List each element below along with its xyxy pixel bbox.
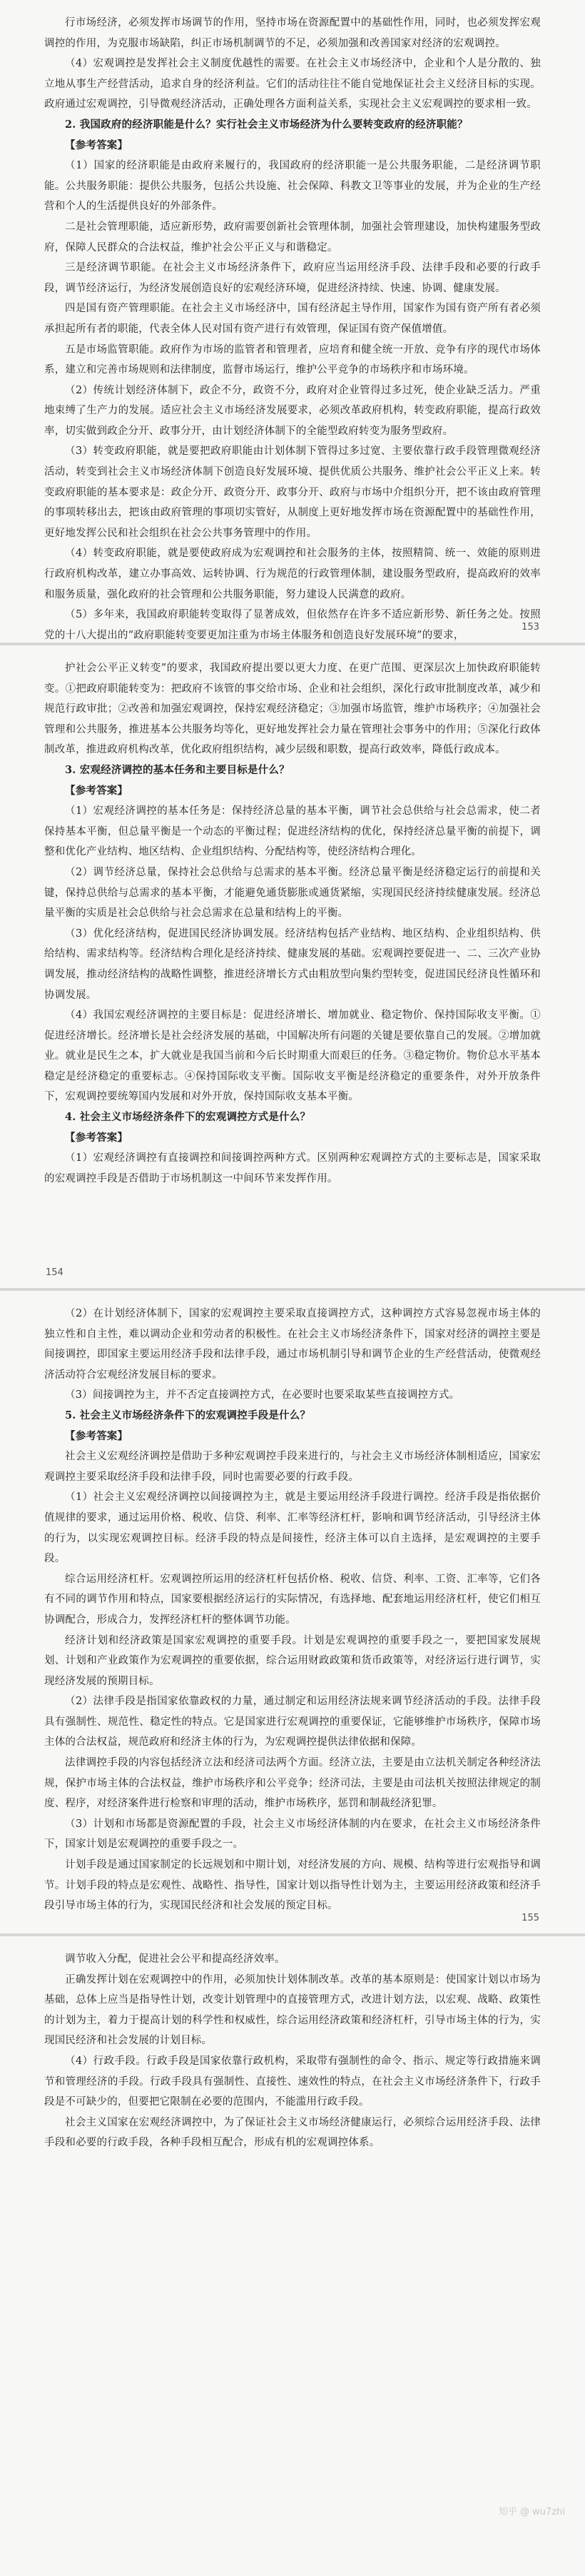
book-page-153: [0, 0, 585, 643]
paragraph: 社会主义宏观经济调控是借助于多种宏观调控手段来进行的，与社会主义市场经济体制相适应，国家宏观调控主要采取经济手段和法律手段，同时也需要必要的行政手段。: [44, 1451, 541, 1483]
paragraph: 正确发挥计划在宏观调控中的作用，必须加快计划体制改革。改革的基本原则是：使国家计划以市场为基础，总体上应当是指导性计划，改变计划管理中的直接管理方式，改进计划方法，以宏观、战略、政策性的计划为主，着力于提高计划的科学性和权威性，综合运用经济政策和经济杠杆，引导市场主体的行为，实现国民经济和社会发展的计划目标。: [44, 1973, 541, 2047]
page-text: [44, 658, 541, 1189]
paragraph: （3）转变政府职能，就是要把政府职能由计划体制下管得过多过宽、主要依靠行政手段管理微观经济活动，转变到社会主义市场经济体制下创造良好发展环境、提供优质公共服务、维护社会公平正义上来。转变政府职能的基本要求是：政企分开、政资分开、政事分开、政府与市场中介组织分开，把不该由政府管理的事项转移出去，把该由政府管理的事项切实管好，从制度上更好地发挥市场在资源配置中的基础性作用，更好地发挥公民和社会组织在社会公共事务管理中的作用。: [44, 446, 541, 539]
answer-label: 【参考答案】: [65, 139, 128, 151]
question-heading: 5. 社会主义市场经济条件下的宏观调控手段是什么？: [65, 1409, 311, 1422]
paragraph: （2）在计划经济体制下，国家的宏观调控主要采取直接调控方式，这种调控方式容易忽视市场主体的独立性和自主性，难以调动企业和劳动者的积极性。在社会主义市场经济条件下，国家对经济的调控主要是间接调控，即国家主要运用经济手段和法律手段，通过市场机制引导和调节企业的生产经营活动，使微观经济活动符合宏观经济发展目标的要求。: [44, 1308, 541, 1381]
question-heading: 4. 社会主义市场经济条件下的宏观调控方式是什么？: [65, 1111, 311, 1124]
paragraph: 护社会公平正义转变”的要求，我国政府提出要以更大力度、在更广范围、更深层次上加快政府职能转变。①把政府职能转变为：把政府不该管的事交给市场、企业和社会组织，深化行政审批制度改革，减少和规范行政审批；②改善和加强宏观调控，保持宏观经济稳定；③加强市场监管，维护市场秩序；④加强社会管理和公共服务，推进基本公共服务均等化，更好地发挥社会力量在管理社会事务中的作用；⑤深化行政体制改革，推进政府机构改革，优化政府组织结构，减少层级和职数，提高行政效率，降低行政成本。: [44, 663, 541, 756]
page-number: 154: [46, 1267, 63, 1278]
page-text: [44, 1304, 541, 1916]
paragraph: （3）优化经济结构，促进国民经济协调发展。经济结构包括产业结构、地区结构、企业组织结构、供给结构、需求结构等。经济结构合理化是经济持续、健康发展的基础。宏观调控要促进一、二、三次产业协调发展，推动经济结构的战略性调整，推进经济增长方式由粗放型向集约型转变，促进国民经济良性循环和协调发展。: [44, 927, 541, 1001]
paragraph: （4）转变政府职能，就是要使政府成为宏观调控和社会服务的主体，按照精简、统一、效能的原则进行政府机构改革，建立办事高效、运转协调、行为规范的行政管理体制，建设服务型政府，提高政府的效率和服务质量，强化政府的社会管理和公共服务职能，努力建设人民满意的政府。: [44, 548, 541, 600]
paragraph: 五是市场监管职能。政府作为市场的监管者和管理者，应培育和健全统一开放、竞争有序的现代市场体系，建立和完善市场规则和法律制度，监督市场运行，维护公平竞争的市场秩序和市场环境。: [44, 343, 541, 376]
paragraph: （2）传统计划经济体制下，政企不分，政资不分，政府对企业管得过多过死，使企业缺乏活力。严重地束缚了生产力的发展。适应社会主义市场经济发展要求，必须改革政府机构，转变政府职能，提高行政效率，切实做到政企分开、政事分开，由计划经济体制下的全能型政府转变为服务型政府。: [44, 384, 541, 437]
paragraph: （4）宏观调控是发挥社会主义制度优越性的需要。在社会主义市场经济中，企业和个人是分散的、独立地从事生产经营活动，追求自身的经济利益。它们的活动往往不能自觉地保证社会主义经济目标的实现。政府通过宏观调控，引导微观经济活动，正确处理各方面利益关系，实现社会主义宏观调控的要求相一致。: [44, 58, 541, 111]
book-page-155: [0, 1291, 585, 1933]
answer-label: 【参考答案】: [65, 1429, 128, 1442]
paragraph: 社会主义国家在宏观经济调控中，为了保证社会主义市场经济健康运行，必须综合运用经济手段、法律手段和必要的行政手段，各种手段相互配合，形成有机的宏观调控体系。: [44, 2116, 541, 2149]
paragraph: （2）法律手段是指国家依靠政权的力量，通过制定和运用经济法规来调节经济活动的手段。法律手段具有强制性、规范性、稳定性的特点。它是国家进行宏观调控的重要保证，它能够维护市场秩序，保障市场主体的合法权益，规范政府和经济主体的行为，为宏观调控提供法律依据和保障。: [44, 1696, 541, 1749]
page-number: 153: [522, 622, 539, 633]
page-text: [44, 1949, 541, 2153]
paragraph: （1）社会主义宏观经济调控以间接调控为主，就是主要运用经济手段进行调控。经济手段是指依据价值规律的要求，通过运用价格、税收、信贷、利率、汇率等经济杠杆，影响和调节经济活动，引导经济主体的行为，以实现宏观调控目标。经济手段的特点是间接性，经济主体可以自主选择，是宏观调控的主要手段。: [44, 1491, 541, 1565]
paragraph: 四是国有资产管理职能。在社会主义市场经济中，国有经济起主导作用，国家作为国有资产所有者必须承担起所有者的职能，代表全体人民对国有资产进行有效管理，保证国有资产保值增值。: [44, 303, 541, 335]
question-heading: 2. 我国政府的经济职能是什么？实行社会主义市场经济为什么要转变政府的经济职能？: [65, 118, 468, 131]
paragraph: （5）多年来，我国政府职能转变取得了显著成效，但依然存在许多不适应新形势、新任务之处。按照党的十八大提出的“政府职能转变要更加注重为市场主体服务和创造良好发展环境”的要求，: [44, 609, 541, 641]
paragraph: 经济计划和经济政策是国家宏观调控的重要手段。计划是宏观调控的重要手段之一，要把国家发展规划、计划和产业政策作为宏观调控的重要依据，综合运用财政政策和货币政策等，对经济运行进行调节，实现经济发展的预期目标。: [44, 1634, 541, 1687]
paragraph: 行市场经济，必须发挥市场调节的作用，坚持市场在资源配置中的基础性作用，同时，也必须发挥宏观调控的作用，为克服市场缺陷，纠正市场机制调节的不足，必须加强和改善国家对经济的宏观调控。: [44, 17, 541, 49]
paragraph: （1）国家的经济职能是由政府来履行的，我国政府的经济职能一是公共服务职能，二是经济调节职能。公共服务职能：提供公共服务，包括公共设施、社会保障、科教文卫等事业的发展，并为企业的生产经营和个人的生活提供良好的外部条件。: [44, 160, 541, 213]
paragraph: （4）行政手段。行政手段是国家依靠行政机构，采取带有强制性的命令、指示、规定等行政措施来调节和管理经济的手段。行政手段具有强制性、直接性、速效性的特点，在社会主义市场经济条件下，行政手段是不可缺少的，但要把它限制在必要的范围内，不能滥用行政手段。: [44, 2055, 541, 2108]
paragraph: 调节收入分配，促进社会公平和提高经济效率。: [65, 1953, 285, 1965]
book-page-154: [0, 645, 585, 1288]
page-number: 155: [522, 1913, 539, 1923]
answer-label: 【参考答案】: [65, 784, 128, 797]
paragraph: （4）我国宏观经济调控的主要目标是：促进经济增长、增加就业、稳定物价、保持国际收支平衡。①促进经济增长。经济增长是社会经济发展的基础，中国解决所有问题的关键是要依靠自己的发展。②增加就业。就业是民生之本，扩大就业是我国当前和今后长时期重大而艰巨的任务。③稳定物价。物价总水平基本稳定是经济稳定的重要标志。④保持国际收支平衡。国际收支平衡是经济稳定的重要条件，对外开放条件下，宏观调控要统筹国内发展和对外开放，保持国际收支基本平衡。: [44, 1010, 541, 1103]
paragraph: （2）调节经济总量，保持社会总供给与总需求的基本平衡。经济总量平衡是经济稳定运行的前提和关键，保持总供给与总需求的基本平衡，才能避免通货膨胀或通货紧缩，实现国民经济持续健康发展。经济总量平衡的实质是社会总供给与社会总需求在总量和结构上的平衡。: [44, 866, 541, 920]
paragraph: （3）间接调控为主，并不否定直接调控方式，在必要时也要采取某些直接调控方式。: [65, 1389, 460, 1402]
paragraph: 二是社会管理职能，适应新形势，政府需要创新社会管理体制，加强社会管理建设，加快构建服务型政府，保障人民群众的合法权益，维护社会公平正义与和谐稳定。: [44, 221, 541, 253]
answer-label: 【参考答案】: [65, 1131, 128, 1144]
paragraph: （3）计划和市场都是资源配置的手段，社会主义市场经济体制的内在要求，在社会主义市场经济条件下，国家计划是宏观调控的重要手段之一。: [44, 1818, 541, 1851]
page-text: [44, 13, 541, 643]
watermark: 知乎 @ wu7zhi: [498, 2507, 565, 2517]
paragraph: 三是经济调节职能。在社会主义市场经济条件下，政府应当运用经济手段、法律手段和必要的行政手段，调节经济运行，为经济发展创造良好的宏观经济环境，促进经济持续、快速、协调、健康发展。: [44, 262, 541, 294]
paragraph: 法律调控手段的内容包括经济立法和经济司法两个方面。经济立法，主要是由立法机关制定各种经济法规，保护市场主体的合法权益，维护市场秩序和公平竞争；经济司法，主要是由司法机关按照法律规定的制度、程序，对经济案件进行检察和审理的活动，维护市场秩序，惩罚和制裁经济犯罪。: [44, 1757, 541, 1810]
paragraph: （1）宏观经济调控有直接调控和间接调控两种方式。区别两种宏观调控方式的主要标志是，国家采取的宏观调控手段是否借助于市场机制这一中间环节来发挥作用。: [44, 1152, 541, 1184]
paragraph: 综合运用经济杠杆。宏观调控所运用的经济杠杆包括价格、税收、信贷、利率、工资、汇率等，它们各有不同的调节作用和特点，国家要根据经济运行的实际情况，有选择地、配套地运用经济杠杆，使它们相互协调配合，形成合力，发挥经济杠杆的整体调节功能。: [44, 1573, 541, 1626]
book-page-156: [0, 1936, 585, 2576]
paragraph: （1）宏观经济调控的基本任务是：保持经济总量的基本平衡，调节社会总供给与社会总需求，使二者保持基本平衡，但总量平衡是一个动态的平衡过程；促进经济结构的优化，保持经济总量平衡的前提下，调整和优化产业结构、地区结构、企业组织结构、分配结构等，使经济结构合理化。: [44, 805, 541, 858]
question-heading: 3. 宏观经济调控的基本任务和主要目标是什么？: [65, 763, 290, 776]
paragraph: 计划手段是通过国家制定的长远规划和中期计划，对经济发展的方向、规模、结构等进行宏观指导和调节。计划手段的特点是宏观性、战略性、指导性，国家计划以指导性计划为主，主要运用经济政策和经济手段引导市场主体的行为，实现国民经济和社会发展的预定目标。: [44, 1859, 541, 1912]
